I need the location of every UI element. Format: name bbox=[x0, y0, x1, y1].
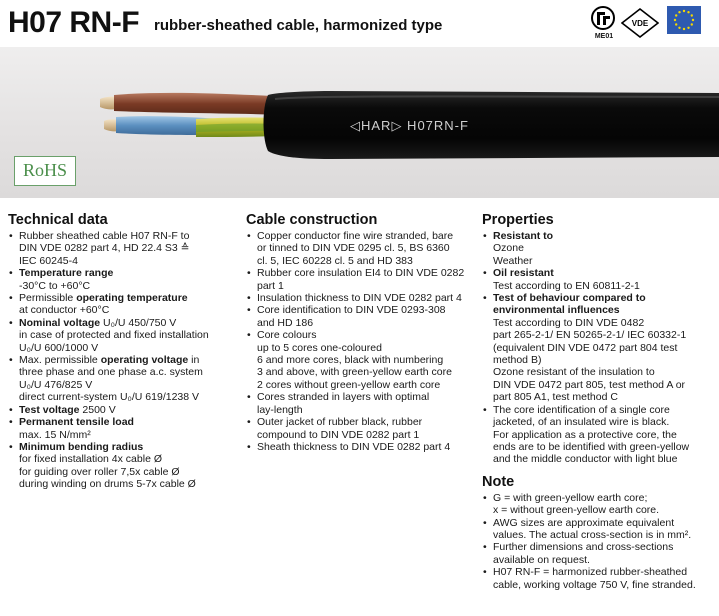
list-item bbox=[246, 292, 476, 304]
list-line bbox=[19, 255, 240, 267]
text: Outer jacket of rubber black, rubber bbox=[257, 416, 423, 429]
note-list bbox=[482, 492, 714, 591]
list-line bbox=[19, 329, 240, 341]
cable-marking: ◁HAR▷ H07RN-F bbox=[350, 118, 469, 133]
list-line bbox=[493, 354, 714, 366]
list-line bbox=[493, 541, 714, 553]
note-heading: Note bbox=[482, 473, 515, 490]
text: Copper conductor fine wire stranded, bare bbox=[257, 230, 454, 242]
text: direct current-system U₀/U 619/1238 V bbox=[19, 391, 200, 404]
list-item bbox=[246, 267, 476, 292]
text: compound to DIN VDE 0282 part 1 bbox=[257, 428, 420, 441]
list-line bbox=[257, 342, 476, 354]
list-line bbox=[493, 429, 714, 441]
text: at conductor +60°C bbox=[19, 304, 110, 317]
list-item bbox=[246, 391, 476, 416]
list-item bbox=[482, 517, 714, 542]
list-item bbox=[246, 416, 476, 441]
list-line bbox=[493, 529, 714, 541]
text: for guiding over roller 7,5x cable Ø bbox=[19, 465, 180, 478]
text: Ozone resistant of the insulation to bbox=[493, 366, 655, 379]
text: Rubber sheathed cable H07 RN-F to bbox=[19, 230, 190, 242]
cable-construction-list bbox=[246, 230, 476, 453]
list-line bbox=[19, 342, 240, 354]
text: Test according to DIN VDE 0482 bbox=[493, 316, 645, 329]
list-line bbox=[19, 416, 240, 428]
bold-text: Resistant to bbox=[493, 230, 554, 242]
list-line bbox=[19, 304, 240, 316]
text: IEC 60245-4 bbox=[19, 254, 78, 267]
gost-label: ME01 bbox=[594, 33, 614, 40]
cable-photo bbox=[0, 47, 719, 198]
list-line bbox=[257, 292, 476, 304]
list-line bbox=[493, 292, 714, 304]
list-line bbox=[19, 267, 240, 279]
text: ends are to be identified with green-yellow bbox=[493, 440, 690, 453]
list-line bbox=[493, 342, 714, 354]
list-line bbox=[19, 354, 240, 366]
text: -30°C to +60°C bbox=[19, 279, 91, 292]
text: Rubber core insulation EI4 to DIN VDE 0282 bbox=[257, 267, 465, 280]
list-line bbox=[19, 453, 240, 465]
section-heading: Cable construction bbox=[246, 212, 378, 228]
list-line bbox=[19, 230, 240, 242]
text: part 805 A1, test method C bbox=[493, 391, 618, 404]
text: DIN VDE 0282 part 4, HD 22.4 S3 ≙ bbox=[19, 242, 190, 255]
list-line bbox=[257, 404, 476, 416]
text: in bbox=[188, 354, 200, 367]
text: Permissible bbox=[19, 292, 77, 305]
list-item bbox=[8, 267, 240, 292]
certification-logos bbox=[591, 4, 711, 44]
section-heading: Technical data bbox=[8, 212, 108, 228]
text: Core colours bbox=[257, 329, 317, 342]
list-line bbox=[493, 579, 714, 591]
text: DIN VDE 0472 part 805, test method A or bbox=[493, 378, 686, 391]
list-item bbox=[246, 441, 476, 453]
text: for fixed installation 4x cable Ø bbox=[19, 453, 162, 466]
text: Cores stranded in layers with optimal bbox=[257, 391, 430, 404]
cable-construction-section bbox=[246, 212, 476, 453]
bold-text: Minimum bending radius bbox=[19, 440, 144, 453]
list-item bbox=[246, 329, 476, 391]
text: U₀/U 476/825 V bbox=[19, 378, 93, 391]
text: three phase and one phase a.c. system bbox=[19, 366, 203, 379]
technical-data-section bbox=[8, 212, 240, 491]
list-item bbox=[246, 304, 476, 329]
text: Weather bbox=[493, 254, 533, 267]
bold-text: environmental influences bbox=[493, 304, 620, 317]
list-line bbox=[19, 466, 240, 478]
list-line bbox=[493, 391, 714, 403]
text: available on request. bbox=[493, 553, 590, 566]
list-item bbox=[482, 492, 714, 517]
list-line bbox=[257, 391, 476, 403]
list-line bbox=[257, 255, 476, 267]
list-line bbox=[493, 517, 714, 529]
text: during winding on drums 5-7x cable Ø bbox=[19, 478, 196, 491]
list-item bbox=[8, 354, 240, 404]
text: U₀/U 600/1000 V bbox=[19, 341, 99, 354]
list-line bbox=[257, 416, 476, 428]
text: (equivalent DIN VDE 0472 part 804 test bbox=[493, 341, 678, 354]
list-line bbox=[493, 441, 714, 453]
text: For application as a protective core, the bbox=[493, 428, 677, 441]
list-line bbox=[19, 366, 240, 378]
text: G = with green-yellow earth core; bbox=[493, 491, 648, 504]
list-item bbox=[482, 267, 714, 292]
text: Further dimensions and cross-sections bbox=[493, 541, 674, 554]
list-item bbox=[8, 404, 240, 416]
list-line bbox=[493, 230, 714, 242]
cable-illustration bbox=[0, 47, 719, 198]
list-line bbox=[257, 304, 476, 316]
list-line bbox=[257, 441, 476, 453]
text: U₀/U 450/750 V bbox=[100, 316, 177, 329]
list-line bbox=[257, 317, 476, 329]
list-line bbox=[19, 379, 240, 391]
list-item bbox=[8, 441, 240, 491]
list-line bbox=[493, 492, 714, 504]
list-line bbox=[257, 230, 476, 242]
text: Test according to EN 60811-2-1 bbox=[493, 279, 640, 292]
bold-text: operating temperature bbox=[76, 292, 188, 305]
list-item bbox=[246, 230, 476, 267]
text: 6 and more cores, black with numbering bbox=[257, 354, 444, 367]
text: cl. 5, IEC 60228 cl. 5 and HD 383 bbox=[257, 254, 413, 267]
text: method B) bbox=[493, 354, 542, 367]
list-item bbox=[8, 292, 240, 317]
list-line bbox=[493, 267, 714, 279]
page-subtitle: rubber-sheathed cable, harmonized type bbox=[154, 17, 443, 34]
list-line bbox=[493, 329, 714, 341]
bold-text: Permanent tensile load bbox=[19, 416, 134, 429]
text: Sheath thickness to DIN VDE 0282 part 4 bbox=[257, 440, 451, 453]
gost-icon bbox=[591, 6, 615, 34]
technical-data-list bbox=[8, 230, 240, 491]
list-line bbox=[257, 379, 476, 391]
rohs-badge: RoHS bbox=[14, 156, 76, 186]
list-item bbox=[8, 416, 240, 441]
vde-label: VDE bbox=[631, 19, 649, 28]
bold-text: Temperature range bbox=[19, 267, 114, 280]
text: Max. permissible bbox=[19, 354, 101, 367]
list-line bbox=[257, 429, 476, 441]
text: Insulation thickness to DIN VDE 0282 part 4 bbox=[257, 292, 462, 305]
list-item bbox=[8, 317, 240, 354]
page-title: H07 RN-F bbox=[8, 6, 140, 39]
list-line bbox=[257, 280, 476, 292]
list-line bbox=[19, 478, 240, 490]
text: max. 15 N/mm² bbox=[19, 428, 91, 441]
properties-list bbox=[482, 230, 714, 466]
list-line bbox=[19, 429, 240, 441]
text: x = without green-yellow earth core. bbox=[493, 504, 660, 517]
section-heading: Properties bbox=[482, 212, 554, 228]
list-line bbox=[257, 366, 476, 378]
bold-text: Nominal voltage bbox=[19, 316, 101, 329]
text: Ozone bbox=[493, 242, 524, 255]
text: part 265-2-1/ EN 50265-2-1/ IEC 60332-1 bbox=[493, 329, 687, 342]
text: in case of protected and fixed installation bbox=[19, 329, 209, 342]
list-line bbox=[19, 292, 240, 304]
list-item bbox=[482, 541, 714, 566]
list-line bbox=[493, 304, 714, 316]
list-item bbox=[482, 566, 714, 591]
list-line bbox=[493, 379, 714, 391]
list-item bbox=[482, 230, 714, 267]
list-line bbox=[493, 255, 714, 267]
bold-text: Test of behaviour compared to bbox=[493, 292, 646, 305]
list-line bbox=[493, 504, 714, 516]
text: and HD 186 bbox=[257, 316, 314, 329]
list-line bbox=[493, 242, 714, 254]
bold-text: operating voltage bbox=[100, 354, 189, 367]
text: 2 cores without green-yellow earth core bbox=[257, 378, 441, 391]
list-line bbox=[493, 453, 714, 465]
list-line bbox=[493, 404, 714, 416]
list-line bbox=[19, 404, 240, 416]
list-line bbox=[493, 366, 714, 378]
list-line bbox=[493, 317, 714, 329]
properties-section bbox=[482, 212, 714, 591]
text: or tinned to DIN VDE 0295 cl. 5, BS 6360 bbox=[257, 242, 450, 255]
bold-text: Test voltage bbox=[19, 403, 80, 416]
vde-icon bbox=[621, 8, 659, 38]
list-item bbox=[8, 230, 240, 267]
text: Core identification to DIN VDE 0293-308 bbox=[257, 304, 446, 317]
text: part 1 bbox=[257, 279, 284, 292]
eu-flag-icon bbox=[667, 6, 701, 34]
list-item bbox=[482, 404, 714, 466]
list-line bbox=[257, 242, 476, 254]
text: values. The actual cross-section is in mm². bbox=[493, 528, 692, 541]
text: H07 RN-F = harmonized rubber-sheathed bbox=[493, 566, 688, 579]
text: up to 5 cores one-coloured bbox=[257, 341, 382, 354]
list-line bbox=[257, 354, 476, 366]
list-line bbox=[19, 280, 240, 292]
bold-text: Oil resistant bbox=[493, 267, 554, 280]
text: The core identification of a single core bbox=[493, 403, 670, 416]
list-line bbox=[19, 317, 240, 329]
list-line bbox=[493, 566, 714, 578]
list-line bbox=[19, 242, 240, 254]
list-line bbox=[493, 554, 714, 566]
text: jacketed, of an insulated wire is black. bbox=[493, 416, 670, 429]
text: 3 and above, with green-yellow earth core bbox=[257, 366, 452, 379]
text: AWG sizes are approximate equivalent bbox=[493, 516, 675, 529]
list-line bbox=[19, 441, 240, 453]
text: and the middle conductor with light blue bbox=[493, 453, 678, 466]
list-line bbox=[257, 329, 476, 341]
list-line bbox=[19, 391, 240, 403]
list-line bbox=[493, 280, 714, 292]
list-line bbox=[493, 416, 714, 428]
text: lay-length bbox=[257, 403, 303, 416]
text: 2500 V bbox=[79, 403, 116, 416]
text: cable, working voltage 750 V, fine stranded. bbox=[493, 578, 696, 591]
list-item bbox=[482, 292, 714, 404]
header bbox=[8, 4, 608, 44]
list-line bbox=[257, 267, 476, 279]
